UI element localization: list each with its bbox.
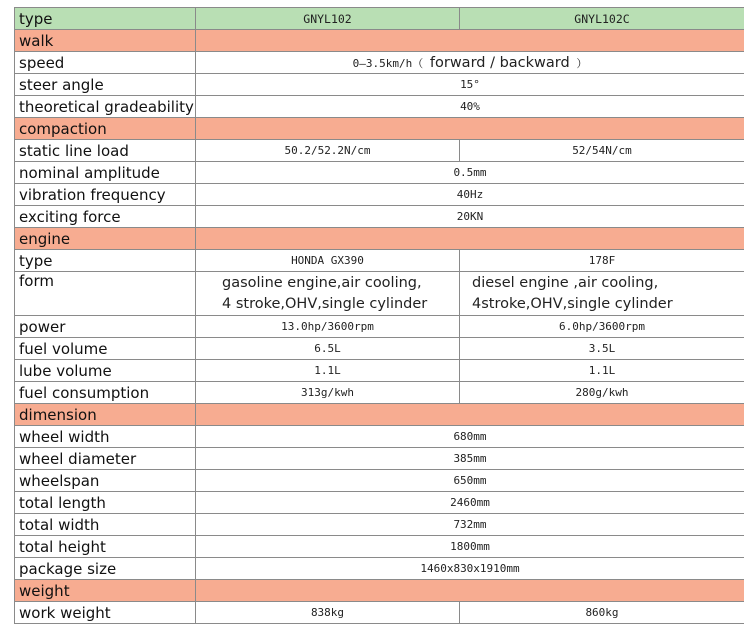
section-fill xyxy=(196,118,744,140)
row-label: form xyxy=(15,272,196,316)
row-value: 40Hz xyxy=(196,184,744,206)
row-value: 2460mm xyxy=(196,492,744,514)
row-label: vibration frequency xyxy=(15,184,196,206)
row-label: type xyxy=(15,250,196,272)
row-label: static line load xyxy=(15,140,196,162)
row-value: 20KN xyxy=(196,206,744,228)
row-static-line-load xyxy=(15,140,744,162)
speed-close: ） xyxy=(576,56,588,70)
header-row xyxy=(15,8,744,30)
speed-direction-note: forward / backward xyxy=(429,54,570,71)
row-label: lube volume xyxy=(15,360,196,382)
value-b: 6.0hp/3600rpm xyxy=(460,316,744,338)
row-label: steer angle xyxy=(15,74,196,96)
row-work-weight xyxy=(15,602,744,624)
section-dimension xyxy=(15,404,744,426)
section-engine xyxy=(15,228,744,250)
row-wheel-width xyxy=(15,426,744,448)
row-fuel-consumption xyxy=(15,382,744,404)
row-fuel-volume xyxy=(15,338,744,360)
row-engine-type xyxy=(15,250,744,272)
row-vibration-frequency xyxy=(15,184,744,206)
section-title: weight xyxy=(15,580,196,602)
value-b: 1.1L xyxy=(460,360,744,382)
row-value: 385mm xyxy=(196,448,744,470)
row-label: package size xyxy=(15,558,196,580)
row-value: 0.5mm xyxy=(196,162,744,184)
value-a: 13.0hp/3600rpm xyxy=(196,316,460,338)
row-value: 1460x830x1910mm xyxy=(196,558,744,580)
section-title: dimension xyxy=(15,404,196,426)
row-lube-volume xyxy=(15,360,744,382)
row-label: speed xyxy=(15,52,196,74)
value-a: 1.1L xyxy=(196,360,460,382)
form-b-line1: diesel engine ,air cooling, xyxy=(472,274,659,291)
row-label: wheelspan xyxy=(15,470,196,492)
section-title: walk xyxy=(15,30,196,52)
row-package-size xyxy=(15,558,744,580)
row-label: theoretical gradeability xyxy=(15,96,196,118)
value-b: 860kg xyxy=(460,602,744,624)
value-a: 313g/kwh xyxy=(196,382,460,404)
row-value: 732mm xyxy=(196,514,744,536)
section-weight xyxy=(15,580,744,602)
spec-table xyxy=(14,7,744,624)
row-value: 15° xyxy=(196,74,744,96)
row-wheelspan xyxy=(15,470,744,492)
row-label: wheel diameter xyxy=(15,448,196,470)
section-walk xyxy=(15,30,744,52)
form-b-line2: 4stroke,OHV,single cylinder xyxy=(472,295,673,312)
header-label: type xyxy=(15,8,196,30)
row-label: fuel consumption xyxy=(15,382,196,404)
row-steer-angle xyxy=(15,74,744,96)
row-label: total width xyxy=(15,514,196,536)
row-label: fuel volume xyxy=(15,338,196,360)
row-label: work weight xyxy=(15,602,196,624)
section-fill xyxy=(196,30,744,52)
value-a: 6.5L xyxy=(196,338,460,360)
row-label: exciting force xyxy=(15,206,196,228)
section-title: engine xyxy=(15,228,196,250)
row-engine-form xyxy=(15,272,744,316)
section-fill xyxy=(196,228,744,250)
value-b xyxy=(460,272,744,316)
row-value xyxy=(196,52,744,74)
row-nominal-amplitude xyxy=(15,162,744,184)
row-total-width xyxy=(15,514,744,536)
row-power xyxy=(15,316,744,338)
row-value: 40% xyxy=(196,96,744,118)
section-title: compaction xyxy=(15,118,196,140)
model-b-header: GNYL102C xyxy=(460,8,744,30)
form-a-line1: gasoline engine,air cooling, xyxy=(222,274,422,291)
value-a xyxy=(196,272,460,316)
value-a: 838kg xyxy=(196,602,460,624)
row-exciting-force xyxy=(15,206,744,228)
value-b: 3.5L xyxy=(460,338,744,360)
row-label: nominal amplitude xyxy=(15,162,196,184)
model-a-header: GNYL102 xyxy=(196,8,460,30)
row-value: 650mm xyxy=(196,470,744,492)
row-value: 680mm xyxy=(196,426,744,448)
row-total-height xyxy=(15,536,744,558)
section-compaction xyxy=(15,118,744,140)
section-fill xyxy=(196,404,744,426)
value-b: 280g/kwh xyxy=(460,382,744,404)
row-label: total height xyxy=(15,536,196,558)
row-label: power xyxy=(15,316,196,338)
row-total-length xyxy=(15,492,744,514)
row-label: wheel width xyxy=(15,426,196,448)
row-value: 1800mm xyxy=(196,536,744,558)
value-a: HONDA GX390 xyxy=(196,250,460,272)
section-fill xyxy=(196,580,744,602)
value-b: 178F xyxy=(460,250,744,272)
value-a: 50.2/52.2N/cm xyxy=(196,140,460,162)
row-gradeability xyxy=(15,96,744,118)
form-a-line2: 4 stroke,OHV,single cylinder xyxy=(222,295,428,312)
speed-range: 0—3.5km/h（ xyxy=(352,56,424,70)
row-speed xyxy=(15,52,744,74)
value-b: 52/54N/cm xyxy=(460,140,744,162)
row-wheel-diameter xyxy=(15,448,744,470)
row-label: total length xyxy=(15,492,196,514)
